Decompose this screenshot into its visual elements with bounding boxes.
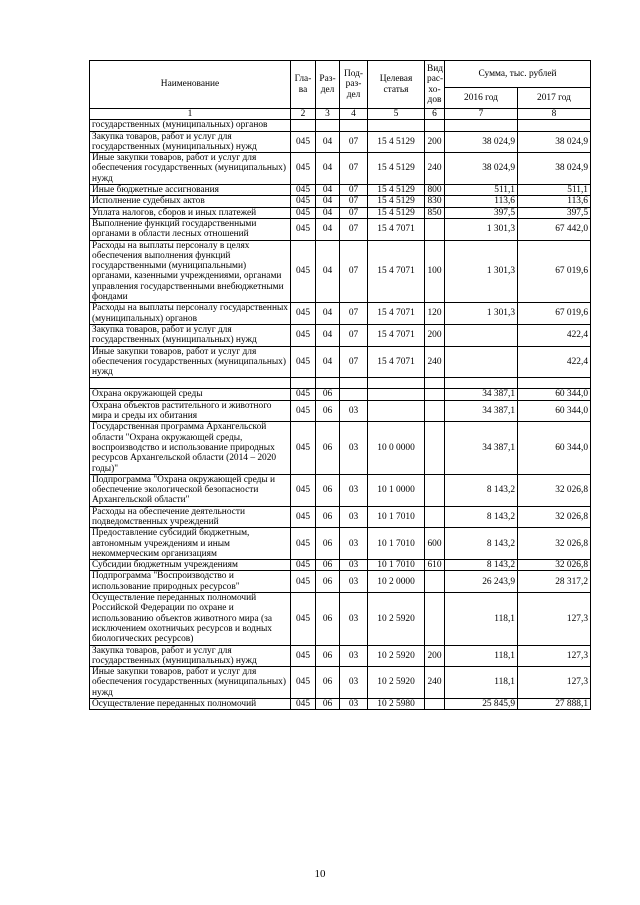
cell-podrazdel: 03	[340, 645, 368, 667]
cell-podrazdel: 07	[340, 240, 368, 303]
cell-sum-2016: 118,1	[445, 645, 518, 667]
cell-name: Иные закупки товаров, работ и услуг для обеспечения государственных (муниципальных) нужд	[90, 153, 291, 185]
table-row	[90, 422, 591, 474]
cell-podrazdel: 07	[340, 218, 368, 240]
table-row	[90, 153, 591, 185]
cell-vid: 240	[425, 153, 445, 185]
cell-sum-2016: 511,1	[445, 185, 518, 196]
cell-vid	[425, 400, 445, 422]
cell-target: 15 4 7071	[368, 324, 425, 346]
header-razdel: Раз-дел	[316, 61, 340, 109]
cell-vid	[425, 422, 445, 474]
table-row	[90, 571, 591, 593]
cell-glava: 045	[291, 593, 316, 645]
cell-sum-2017: 60 344,0	[518, 400, 591, 422]
cell-sum-2016: 34 387,1	[445, 389, 518, 400]
cell-vid: 100	[425, 240, 445, 303]
cell-name: Исполнение судебных актов	[90, 196, 291, 207]
cell-vid	[425, 571, 445, 593]
cell-glava: 045	[291, 571, 316, 593]
table-row	[90, 593, 591, 645]
header-name: Наименование	[90, 61, 291, 109]
cell-target: 15 4 5129	[368, 185, 425, 196]
cell-razdel: 06	[316, 474, 340, 506]
cell-target: 15 4 7071	[368, 240, 425, 303]
table-row	[90, 389, 591, 400]
cell-name: Иные бюджетные ассигнования	[90, 185, 291, 196]
cell-target: 15 4 5129	[368, 207, 425, 218]
cell-vid	[425, 474, 445, 506]
cell-glava	[291, 378, 316, 389]
cell-sum-2017: 32 026,8	[518, 474, 591, 506]
cell-name: Подпрограмма "Охрана окружающей среды и обеспечение экологической безопасности Архангельской области"	[90, 474, 291, 506]
cell-target: 10 2 5920	[368, 645, 425, 667]
cell-vid	[425, 699, 445, 710]
cell-glava: 045	[291, 474, 316, 506]
cell-razdel	[316, 378, 340, 389]
cell-name: Закупка товаров, работ и услуг для государственных (муниципальных) нужд	[90, 324, 291, 346]
cell-razdel: 06	[316, 667, 340, 699]
cell-name	[90, 378, 291, 389]
cell-sum-2017: 67 019,6	[518, 240, 591, 303]
cell-name: государственных (муниципальных) органов	[90, 120, 291, 131]
cell-glava: 045	[291, 153, 316, 185]
cell-glava: 045	[291, 645, 316, 667]
cell-vid	[425, 593, 445, 645]
table-body	[90, 120, 591, 710]
cell-glava: 045	[291, 196, 316, 207]
cell-sum-2017: 67 442,0	[518, 218, 591, 240]
cell-name: Субсидии бюджетным учреждениям	[90, 560, 291, 571]
cell-glava: 045	[291, 560, 316, 571]
cell-podrazdel: 07	[340, 303, 368, 325]
cell-razdel: 04	[316, 207, 340, 218]
cell-target: 10 2 0000	[368, 571, 425, 593]
cell-target: 15 4 5129	[368, 196, 425, 207]
table-row	[90, 699, 591, 710]
cell-target	[368, 120, 425, 131]
table-row	[90, 400, 591, 422]
cell-razdel: 06	[316, 699, 340, 710]
cell-razdel: 06	[316, 593, 340, 645]
cell-sum-2017: 32 026,8	[518, 560, 591, 571]
cell-glava: 045	[291, 667, 316, 699]
cell-name: Закупка товаров, работ и услуг для государственных (муниципальных) нужд	[90, 645, 291, 667]
cell-podrazdel	[340, 120, 368, 131]
table-header	[90, 61, 591, 120]
cell-razdel: 04	[316, 240, 340, 303]
cell-vid: 200	[425, 131, 445, 153]
table-row	[90, 560, 591, 571]
cell-sum-2017: 27 888,1	[518, 699, 591, 710]
cell-podrazdel	[340, 378, 368, 389]
cell-sum-2017: 67 019,6	[518, 303, 591, 325]
column-number: 6	[425, 109, 445, 120]
cell-glava	[291, 120, 316, 131]
cell-sum-2016	[445, 378, 518, 389]
column-numbers-row	[90, 109, 591, 120]
cell-razdel: 04	[316, 218, 340, 240]
column-number: 1	[90, 109, 291, 120]
cell-sum-2017: 60 344,0	[518, 389, 591, 400]
cell-vid: 240	[425, 346, 445, 378]
cell-vid: 800	[425, 185, 445, 196]
cell-podrazdel: 07	[340, 185, 368, 196]
cell-target: 15 4 7071	[368, 303, 425, 325]
cell-sum-2017: 397,5	[518, 207, 591, 218]
cell-vid: 850	[425, 207, 445, 218]
cell-glava: 045	[291, 506, 316, 528]
cell-podrazdel: 03	[340, 667, 368, 699]
cell-razdel: 06	[316, 400, 340, 422]
cell-target: 15 4 7071	[368, 346, 425, 378]
cell-glava: 045	[291, 240, 316, 303]
cell-vid: 240	[425, 667, 445, 699]
cell-podrazdel: 03	[340, 593, 368, 645]
cell-target	[368, 400, 425, 422]
cell-sum-2016: 118,1	[445, 593, 518, 645]
cell-name: Расходы на выплаты персоналу в целях обеспечения выполнения функций государственными (муниципальными) органами, казенными учреждениями, органами управления государственными внебюджетными фондами	[90, 240, 291, 303]
cell-sum-2016: 8 143,2	[445, 506, 518, 528]
table-row	[90, 196, 591, 207]
cell-razdel: 06	[316, 645, 340, 667]
cell-target	[368, 389, 425, 400]
cell-name: Предоставление субсидий бюджетным, автономным учреждениям и иным некоммерческим организациям	[90, 528, 291, 560]
cell-razdel	[316, 120, 340, 131]
column-number: 8	[518, 109, 591, 120]
table-row	[90, 240, 591, 303]
cell-target	[368, 378, 425, 389]
page-number: 10	[314, 868, 326, 880]
cell-target: 10 1 7010	[368, 560, 425, 571]
cell-podrazdel: 07	[340, 196, 368, 207]
cell-sum-2016: 1 301,3	[445, 240, 518, 303]
cell-name: Осуществление переданных полномочий Российской Федерации по охране и использованию объектов животного мира (за исключением охотничьих ресурсов и водных биологических ресурсов)	[90, 593, 291, 645]
cell-vid: 200	[425, 645, 445, 667]
cell-razdel: 04	[316, 346, 340, 378]
cell-sum-2016: 397,5	[445, 207, 518, 218]
cell-sum-2016: 8 143,2	[445, 560, 518, 571]
column-number: 4	[340, 109, 368, 120]
cell-sum-2016: 1 301,3	[445, 303, 518, 325]
cell-podrazdel: 03	[340, 422, 368, 474]
table-row	[90, 131, 591, 153]
cell-razdel: 04	[316, 153, 340, 185]
cell-vid: 610	[425, 560, 445, 571]
cell-target: 10 1 7010	[368, 528, 425, 560]
cell-target: 15 4 7071	[368, 218, 425, 240]
cell-razdel: 06	[316, 389, 340, 400]
cell-sum-2017: 422,4	[518, 324, 591, 346]
cell-glava: 045	[291, 324, 316, 346]
cell-sum-2017: 28 317,2	[518, 571, 591, 593]
cell-name: Расходы на выплаты персоналу государственных (муниципальных) органов	[90, 303, 291, 325]
cell-name: Уплата налогов, сборов и иных платежей	[90, 207, 291, 218]
cell-sum-2016: 34 387,1	[445, 422, 518, 474]
cell-sum-2017	[518, 378, 591, 389]
cell-razdel: 06	[316, 571, 340, 593]
cell-sum-2016: 8 143,2	[445, 474, 518, 506]
cell-vid: 600	[425, 528, 445, 560]
cell-podrazdel: 03	[340, 571, 368, 593]
cell-target: 10 0 0000	[368, 422, 425, 474]
cell-sum-2016: 38 024,9	[445, 153, 518, 185]
cell-target: 15 4 5129	[368, 131, 425, 153]
cell-vid: 200	[425, 324, 445, 346]
cell-razdel: 06	[316, 506, 340, 528]
cell-sum-2016: 8 143,2	[445, 528, 518, 560]
cell-sum-2016	[445, 120, 518, 131]
budget-table	[89, 60, 591, 710]
cell-sum-2016: 25 845,9	[445, 699, 518, 710]
table-row	[90, 218, 591, 240]
cell-podrazdel: 03	[340, 474, 368, 506]
column-number: 7	[445, 109, 518, 120]
cell-glava: 045	[291, 389, 316, 400]
cell-sum-2017: 38 024,9	[518, 153, 591, 185]
cell-glava: 045	[291, 185, 316, 196]
table-row	[90, 378, 591, 389]
cell-sum-2016: 113,6	[445, 196, 518, 207]
cell-razdel: 04	[316, 303, 340, 325]
table-row	[90, 120, 591, 131]
cell-sum-2016: 118,1	[445, 667, 518, 699]
table-row	[90, 667, 591, 699]
cell-podrazdel: 03	[340, 528, 368, 560]
cell-name: Осуществление переданных полномочий	[90, 699, 291, 710]
cell-sum-2017: 127,3	[518, 593, 591, 645]
cell-razdel: 04	[316, 131, 340, 153]
cell-name: Охрана окружающей среды	[90, 389, 291, 400]
column-number: 3	[316, 109, 340, 120]
header-2017: 2017 год	[518, 88, 591, 109]
cell-podrazdel: 07	[340, 131, 368, 153]
cell-glava: 045	[291, 528, 316, 560]
cell-razdel: 06	[316, 560, 340, 571]
cell-name: Выполнение функций государственными органами в области лесных отношений	[90, 218, 291, 240]
cell-sum-2017: 32 026,8	[518, 528, 591, 560]
cell-podrazdel: 07	[340, 153, 368, 185]
cell-target: 10 1 7010	[368, 506, 425, 528]
cell-name: Закупка товаров, работ и услуг для государственных (муниципальных) нужд	[90, 131, 291, 153]
cell-podrazdel: 07	[340, 207, 368, 218]
header-2016: 2016 год	[445, 88, 518, 109]
table-row	[90, 303, 591, 325]
cell-sum-2016	[445, 324, 518, 346]
cell-podrazdel: 03	[340, 506, 368, 528]
cell-name: Подпрограмма "Воспроизводство и использование природных ресурсов"	[90, 571, 291, 593]
cell-glava: 045	[291, 303, 316, 325]
cell-glava: 045	[291, 422, 316, 474]
header-podrazdel: Под-раз-дел	[340, 61, 368, 109]
table-row	[90, 528, 591, 560]
header-glava: Гла-ва	[291, 61, 316, 109]
cell-sum-2017: 38 024,9	[518, 131, 591, 153]
cell-sum-2017: 127,3	[518, 667, 591, 699]
cell-target: 10 2 5980	[368, 699, 425, 710]
cell-glava: 045	[291, 207, 316, 218]
cell-podrazdel: 03	[340, 400, 368, 422]
cell-glava: 045	[291, 218, 316, 240]
cell-sum-2016: 26 243,9	[445, 571, 518, 593]
cell-glava: 045	[291, 699, 316, 710]
cell-sum-2017: 511,1	[518, 185, 591, 196]
table-row	[90, 474, 591, 506]
cell-vid	[425, 120, 445, 131]
table-row	[90, 324, 591, 346]
cell-vid: 120	[425, 303, 445, 325]
cell-target: 10 2 5920	[368, 667, 425, 699]
cell-sum-2016: 34 387,1	[445, 400, 518, 422]
cell-razdel: 04	[316, 324, 340, 346]
table-row	[90, 506, 591, 528]
cell-sum-2017	[518, 120, 591, 131]
column-number: 2	[291, 109, 316, 120]
table-row	[90, 645, 591, 667]
cell-name: Иные закупки товаров, работ и услуг для обеспечения государственных (муниципальных) нужд	[90, 667, 291, 699]
cell-podrazdel: 07	[340, 346, 368, 378]
cell-razdel: 04	[316, 196, 340, 207]
cell-glava: 045	[291, 131, 316, 153]
cell-name: Расходы на обеспечение деятельности подведомственных учреждений	[90, 506, 291, 528]
header-vid: Вид рас-хо-дов	[425, 61, 445, 109]
table-row	[90, 207, 591, 218]
cell-podrazdel	[340, 389, 368, 400]
cell-podrazdel: 03	[340, 699, 368, 710]
cell-sum-2017: 422,4	[518, 346, 591, 378]
cell-name: Иные закупки товаров, работ и услуг для обеспечения государственных (муниципальных) нужд	[90, 346, 291, 378]
cell-podrazdel: 03	[340, 560, 368, 571]
cell-target: 15 4 5129	[368, 153, 425, 185]
cell-target: 10 1 0000	[368, 474, 425, 506]
cell-sum-2016	[445, 346, 518, 378]
header-sum: Сумма, тыс. рублей	[445, 61, 591, 88]
cell-sum-2017: 60 344,0	[518, 422, 591, 474]
cell-vid	[425, 218, 445, 240]
cell-sum-2016: 1 301,3	[445, 218, 518, 240]
table-row	[90, 185, 591, 196]
table-row	[90, 346, 591, 378]
cell-glava: 045	[291, 400, 316, 422]
cell-razdel: 04	[316, 185, 340, 196]
cell-glava: 045	[291, 346, 316, 378]
cell-sum-2017: 32 026,8	[518, 506, 591, 528]
cell-vid	[425, 378, 445, 389]
cell-vid	[425, 389, 445, 400]
column-number: 5	[368, 109, 425, 120]
cell-name: Охрана объектов растительного и животного мира и среды их обитания	[90, 400, 291, 422]
cell-vid: 830	[425, 196, 445, 207]
cell-razdel: 06	[316, 422, 340, 474]
cell-target: 10 2 5920	[368, 593, 425, 645]
header-target: Целевая статья	[368, 61, 425, 109]
cell-razdel: 06	[316, 528, 340, 560]
cell-vid	[425, 506, 445, 528]
cell-sum-2016: 38 024,9	[445, 131, 518, 153]
cell-sum-2017: 127,3	[518, 645, 591, 667]
cell-sum-2017: 113,6	[518, 196, 591, 207]
cell-podrazdel: 07	[340, 324, 368, 346]
cell-name: Государственная программа Архангельской области "Охрана окружающей среды, воспроизводство и использование природных ресурсов Архангельской области (2014 – 2020 годы)"	[90, 422, 291, 474]
